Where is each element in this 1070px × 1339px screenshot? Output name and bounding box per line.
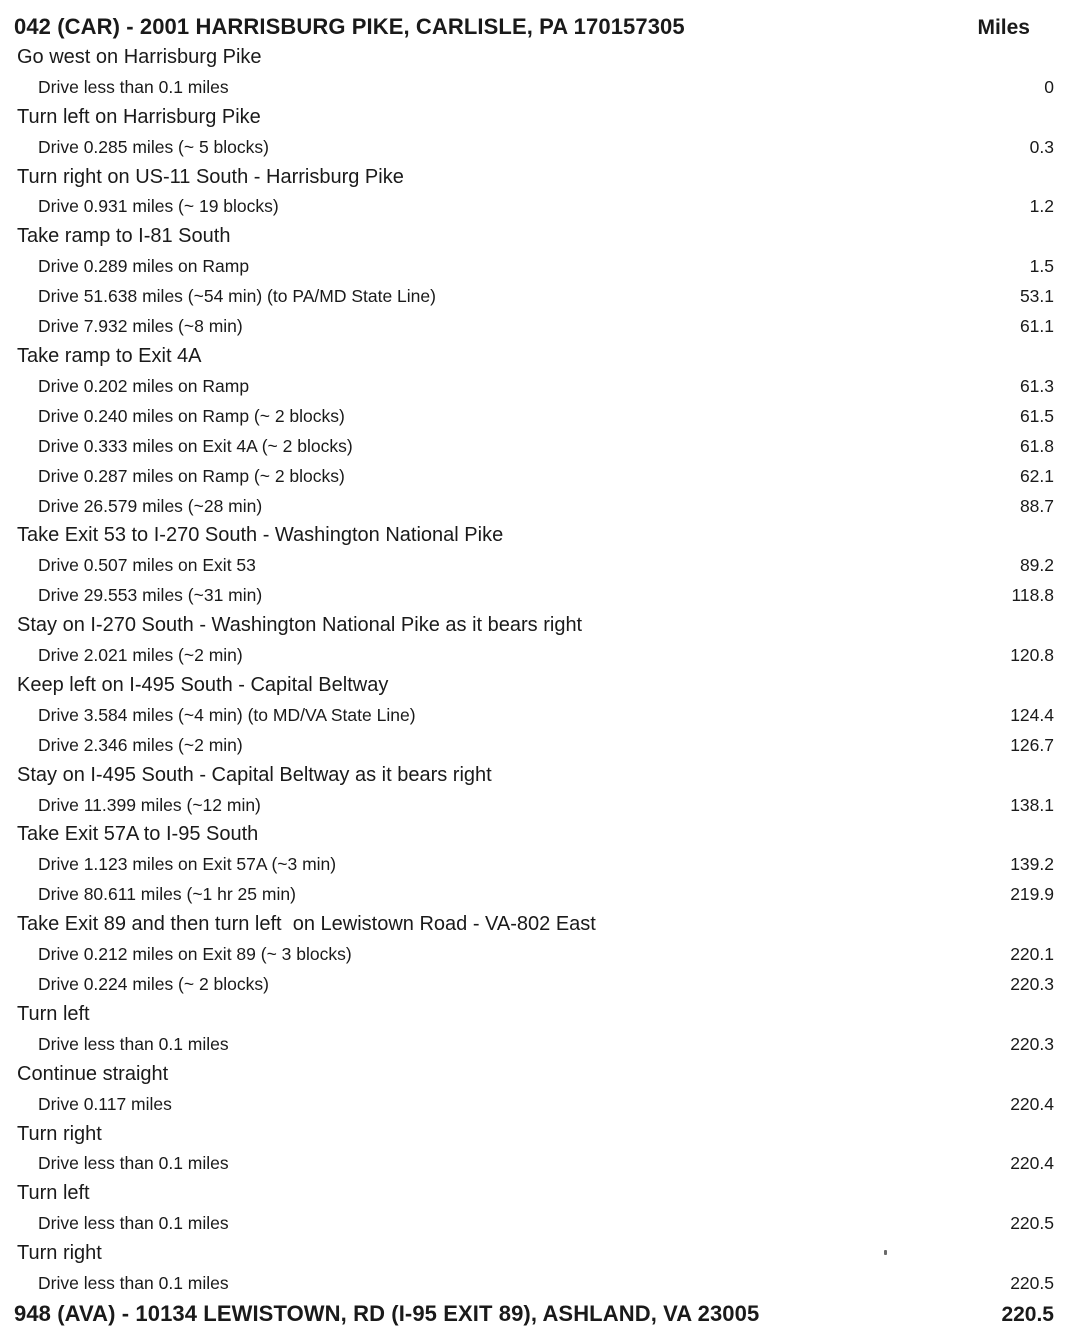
step-instruction: Go west on Harrisburg Pike xyxy=(17,45,262,68)
cumulative-miles: 220.4 xyxy=(1010,1093,1054,1114)
drive-segment xyxy=(14,731,1054,761)
drive-segment xyxy=(14,1209,1054,1239)
direction-step xyxy=(14,671,1054,701)
segment-description: Drive 0.202 miles on Ramp xyxy=(38,375,250,396)
cumulative-miles: 220.4 xyxy=(1010,1153,1054,1174)
cumulative-miles: 61.3 xyxy=(1019,375,1054,396)
cumulative-miles: 220.5 xyxy=(1010,1273,1054,1294)
cumulative-miles: 61.1 xyxy=(1019,316,1054,337)
segment-description: Drive less than 0.1 miles xyxy=(38,1033,229,1054)
direction-step xyxy=(14,1000,1054,1030)
drive-segment xyxy=(14,940,1054,970)
cumulative-miles: 1.2 xyxy=(1029,196,1054,217)
segment-description: Drive 0.507 miles on Exit 53 xyxy=(38,555,256,576)
drive-segment xyxy=(14,1269,1054,1299)
segment-description: Drive 0.931 miles (~ 19 blocks) xyxy=(38,196,279,217)
drive-segment xyxy=(14,1149,1054,1179)
step-instruction: Turn left on Harrisburg Pike xyxy=(17,105,261,128)
step-instruction: Continue straight xyxy=(17,1062,169,1085)
cumulative-miles: 220.3 xyxy=(1010,1033,1054,1054)
drive-segment xyxy=(14,372,1054,402)
drive-segment xyxy=(14,252,1054,282)
scan-speck-artifact xyxy=(884,1250,887,1255)
cumulative-miles: 89.2 xyxy=(1019,555,1054,576)
drive-segment xyxy=(14,970,1054,1000)
cumulative-miles: 139.2 xyxy=(1010,854,1054,875)
segment-description: Drive 0.224 miles (~ 2 blocks) xyxy=(38,974,269,994)
segment-description: Drive less than 0.1 miles xyxy=(38,1213,229,1234)
drive-segment xyxy=(14,73,1054,103)
step-instruction: Take ramp to Exit 4A xyxy=(17,344,202,367)
cumulative-miles: 120.8 xyxy=(1010,645,1054,666)
drive-segment xyxy=(14,462,1054,492)
segment-description: Drive 0.289 miles on Ramp xyxy=(38,256,250,277)
step-instruction: Turn right xyxy=(17,1122,102,1145)
cumulative-miles: 118.8 xyxy=(1011,585,1054,606)
segment-description: Drive 1.123 miles on Exit 57A (~3 min) xyxy=(38,854,337,875)
segment-description: Drive 2.346 miles (~2 min) xyxy=(38,734,243,755)
segment-description: Drive 51.638 miles (~54 min) (to PA/MD State Line) xyxy=(38,286,436,307)
drive-segment xyxy=(14,641,1054,671)
step-instruction: Turn left xyxy=(17,1002,90,1025)
direction-step xyxy=(14,43,1054,73)
cumulative-miles: 53.1 xyxy=(1019,286,1054,307)
route-origin-title: 042 (CAR) - 2001 HARRISBURG PIKE, CARLISLE, PA 170157305 xyxy=(14,14,685,39)
cumulative-miles: 220.1 xyxy=(1010,944,1054,965)
direction-steps-list xyxy=(14,43,1054,1299)
segment-description: Drive 80.611 miles (~1 hr 25 min) xyxy=(38,884,296,905)
direction-step xyxy=(14,1120,1054,1150)
segment-description: Drive 26.579 miles (~28 min) xyxy=(38,495,263,516)
route-origin-header xyxy=(14,12,1054,43)
cumulative-miles: 220.5 xyxy=(1010,1213,1054,1234)
direction-step xyxy=(14,1239,1054,1269)
drive-segment xyxy=(14,880,1054,910)
cumulative-miles: 220.3 xyxy=(1010,974,1054,994)
cumulative-miles: 0.3 xyxy=(1029,136,1054,157)
miles-column-header: Miles xyxy=(977,16,1030,39)
drive-segment xyxy=(14,133,1054,163)
direction-step xyxy=(14,820,1054,850)
segment-description: Drive less than 0.1 miles xyxy=(38,1153,229,1174)
step-instruction: Turn right xyxy=(17,1242,102,1265)
segment-description: Drive 29.553 miles (~31 min) xyxy=(38,585,263,606)
direction-step xyxy=(14,1060,1054,1090)
route-total-miles: 220.5 xyxy=(1001,1302,1054,1326)
route-destination-footer xyxy=(14,1299,1054,1330)
cumulative-miles: 219.9 xyxy=(1010,884,1054,905)
segment-description: Drive 0.285 miles (~ 5 blocks) xyxy=(38,136,269,157)
segment-description: Drive 0.240 miles on Ramp (~ 2 blocks) xyxy=(38,405,345,426)
cumulative-miles: 62.1 xyxy=(1019,465,1054,486)
drive-segment xyxy=(14,551,1054,581)
drive-segment xyxy=(14,492,1054,522)
cumulative-miles: 126.7 xyxy=(1010,734,1054,755)
direction-step xyxy=(14,521,1054,551)
direction-step xyxy=(14,910,1054,940)
drive-segment xyxy=(14,282,1054,312)
drive-segment xyxy=(14,402,1054,432)
direction-step xyxy=(14,222,1054,252)
step-instruction: Take Exit 53 to I-270 South - Washington National Pike xyxy=(17,524,504,547)
direction-step xyxy=(14,342,1054,372)
direction-step xyxy=(14,761,1054,791)
drive-segment xyxy=(14,791,1054,821)
segment-description: Drive 0.117 miles xyxy=(38,1093,172,1114)
cumulative-miles: 88.7 xyxy=(1019,495,1054,516)
step-instruction: Keep left on I-495 South - Capital Beltway xyxy=(17,673,389,696)
segment-description: Drive 0.333 miles on Exit 4A (~ 2 blocks) xyxy=(38,435,353,456)
cumulative-miles: 0 xyxy=(1044,76,1054,97)
segment-description: Drive less than 0.1 miles xyxy=(38,76,229,97)
segment-description: Drive 11.399 miles (~12 min) xyxy=(38,794,261,815)
direction-step xyxy=(14,611,1054,641)
drive-segment xyxy=(14,701,1054,731)
drive-segment xyxy=(14,1090,1054,1120)
step-instruction: Take Exit 57A to I-95 South xyxy=(17,823,259,846)
cumulative-miles: 138.1 xyxy=(1010,794,1054,815)
route-destination-title: 948 (AVA) - 10134 LEWISTOWN, RD (I-95 EXIT 89), ASHLAND, VA 23005 xyxy=(14,1300,760,1326)
segment-description: Drive less than 0.1 miles xyxy=(38,1273,229,1294)
cumulative-miles: 61.5 xyxy=(1019,405,1054,426)
direction-step xyxy=(14,1179,1054,1209)
step-instruction: Turn right on US-11 South - Harrisburg Pike xyxy=(17,165,404,188)
drive-segment xyxy=(14,581,1054,611)
step-instruction: Stay on I-495 South - Capital Beltway as it bears right xyxy=(17,763,492,786)
step-instruction: Take Exit 89 and then turn left on Lewistown Road - VA-802 East xyxy=(17,913,596,936)
drive-segment xyxy=(14,192,1054,222)
drive-segment xyxy=(14,312,1054,342)
direction-step xyxy=(14,163,1054,193)
segment-description: Drive 0.287 miles on Ramp (~ 2 blocks) xyxy=(38,465,345,486)
direction-step xyxy=(14,103,1054,133)
cumulative-miles: 1.5 xyxy=(1029,256,1054,277)
step-instruction: Take ramp to I-81 South xyxy=(17,225,231,248)
segment-description: Drive 2.021 miles (~2 min) xyxy=(38,645,243,666)
segment-description: Drive 0.212 miles on Exit 89 (~ 3 blocks) xyxy=(38,944,352,965)
cumulative-miles: 61.8 xyxy=(1019,435,1054,456)
drive-segment xyxy=(14,1030,1054,1060)
segment-description: Drive 7.932 miles (~8 min) xyxy=(38,316,243,337)
step-instruction: Turn left xyxy=(17,1182,90,1205)
drive-segment xyxy=(14,432,1054,462)
cumulative-miles: 124.4 xyxy=(1010,704,1054,725)
step-instruction: Stay on I-270 South - Washington National Pike as it bears right xyxy=(17,614,583,637)
segment-description: Drive 3.584 miles (~4 min) (to MD/VA State Line) xyxy=(38,704,416,725)
drive-segment xyxy=(14,850,1054,880)
